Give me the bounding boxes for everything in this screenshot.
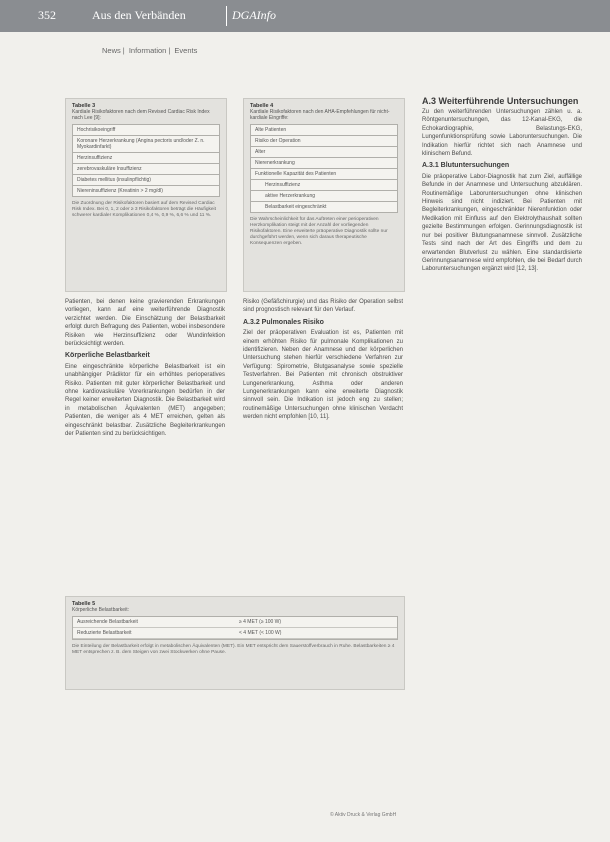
body-paragraph: Ziel der präoperativen Evaluation ist es, Patienten mit einem erhöhten Risiko für pulmonale Komplikationen zu identifizieren. Neben der Anamnese und der körperlichen Untersuchung stehen hierfür verschiedene Verfahren zur Verfügung: Spirometrie, Blutgasanalyse sowie spezielle Testverfahren. Bei Patienten mit chronisch obstruktiver Lungenerkrankung, Asthma oder anderen Lungenerkrankungen kann eine erweiterte Diagnostik sinnvoll sein. Die Indikation ist jedoch eng zu stellen; routinemäßige Untersuchungen ohne klinischen Verdacht werden nicht empfohlen [10, 11].	[243, 330, 403, 421]
table-row: Diabetes mellitus (insulinpflichtig)	[72, 175, 220, 186]
column-3	[422, 96, 582, 791]
table-5-title: Körperliche Belastbarkeit:	[72, 607, 129, 613]
body-paragraph: Zu den weiterführenden Untersuchungen zählen u. a. Röntgenuntersuchungen, das 12-Kanal-EKG, die Echokardiographie, Belastungs-EKG, Lungenfunktionsprüfung sowie Laboruntersuchungen. Die Indikation hierfür richtet sich nach Anamnese und klinischem Befund.	[422, 109, 582, 158]
table-row: Nierenerkrankung	[250, 158, 398, 169]
table-row: aktive Herzerkrankung	[250, 191, 398, 202]
table-row: zerebrovaskuläre Insuffizienz	[72, 164, 220, 175]
section-heading: A.3.1 Blutuntersuchungen	[422, 162, 510, 170]
table-4-note: Die Wahrscheinlichkeit für das Auftreten einer perioperativen Herzkomplikation steigt mit der Anzahl der vorliegenden Risikofaktoren. Eine erweiterte präoperative Diagnostik sollte nur durchgeführt werden, wenn sich daraus therapeutische Konsequenzen ergeben.	[250, 217, 388, 246]
table-cell: ≥ 4 MET (≥ 100 W)	[235, 617, 397, 628]
table-4-caption-block	[250, 103, 398, 121]
table-row: Herzinsuffizienz	[72, 153, 220, 164]
subnav-events[interactable]: Events	[174, 46, 198, 55]
section-heading: Körperliche Belastbarkeit	[65, 352, 150, 360]
table-3-caption: Tabelle 3	[72, 103, 96, 109]
table-4	[243, 98, 405, 292]
table-cell: Reduzierte Belastbarkeit	[73, 628, 235, 639]
table-cell: Ausreichende Belastbarkeit	[73, 617, 235, 628]
column-1	[65, 298, 225, 588]
body-paragraph: Eine eingeschränkte körperliche Belastbarkeit ist ein unabhängiger Prädiktor für ein erhöhtes perioperatives Risiko. Patienten mit guter körperlicher Belastbarkeit und ohne kardiovaskuläre Vorerkrankungen bedürfen in der Regel keiner erweiterten Diagnostik. Die Belastbarkeit wird in metabolischen Äquivalenten (MET) angegeben; Patienten, die weniger als 4 MET erreichen, gelten als eingeschränkt belastbar. Zusätzliche Begleiterkrankungen der Patienten sind zu berücksichtigen.	[65, 363, 225, 438]
section-heading: A.3.2 Pulmonales Risiko	[243, 318, 324, 326]
subnav-news[interactable]: News	[102, 46, 121, 55]
table-3-note: Die Zuordnung der Risikofaktoren basiert auf dem Revised Cardiac Risk Index. Bei 0, 1, 2 oder ≥ 3 Risikofaktoren beträgt die Häufigkeit schwerer kardialer Komplikationen 0,4 %, 0,9 %, 6,6 % und 11 %.	[72, 201, 216, 218]
subnav-information[interactable]: Information	[128, 46, 167, 55]
column-2	[243, 298, 403, 588]
table-row: Funktionelle Kapazität des Patienten	[250, 169, 398, 180]
table-row: Risiko der Operation	[250, 136, 398, 147]
body-paragraph: Die präoperative Labor-Diagnostik hat zum Ziel, auffällige Befunde in der Anamnese und Untersuchung abzuklären. Routinemäßige Laboruntersuchungen ohne klinischen Hinweis sind nicht indiziert. Bei Patienten mit Begleiterkrankungen, eingeschränkter Nierenfunktion oder Medikation mit Einfluss auf den Elektrolythaushalt sollten gezielte Bestimmungen erfolgen. Gerinnungsdiagnostik ist nur bei positiver Blutungsanamnese sinnvoll. Zusätzliche Tests sind nach der Art des Eingriffs und dem zu erwartenden Blutverlust zu wählen. Eine standardisierte Gerinnungsanamnese wird empfohlen, die bei Bedarf durch Laboruntersuchungen ergänzt wird [12, 13].	[422, 173, 582, 273]
table-5-caption-block	[72, 601, 398, 613]
body-paragraph: Patienten, bei denen keine gravierenden Erkrankungen vorliegen, kann auf eine weiterführende Diagnostik verzichtet werden. Die Einschätzung der Belastbarkeit erfolgt durch Befragung des Patienten, wobei insbesondere Risiken wie Herzinsuffizienz oder Wundinfektion berücksichtigt werden.	[65, 299, 225, 348]
table-5-note: Die Einteilung der Belastbarkeit erfolgt in metabolischen Äquivalenten (MET). Ein MET entspricht dem Sauerstoffverbrauch in Ruhe. Belastbarkeiten ≥ 4 MET entsprechen z. B. dem Steigen von zwei Stockwerken ohne Pause.	[72, 644, 395, 655]
table-row: Herzinsuffizienz	[250, 180, 398, 191]
header-bar	[0, 0, 610, 32]
table-row: Niereninsuffizienz (Kreatinin > 2 mg/dl)	[72, 186, 220, 197]
table-4-title: Kardiale Risikofaktoren nach den AHA-Empfehlungen für nicht-kardiale Eingriffe:	[250, 109, 390, 121]
table-3-title: Kardiale Risikofaktoren nach dem Revised Cardiac Risk Index nach Lee [9]:	[72, 109, 210, 121]
page-number: 352	[38, 8, 56, 22]
table-3	[65, 98, 227, 292]
subnav: News | Information | Events	[102, 46, 198, 55]
table-row: Koronare Herzerkrankung (Angina pectoris und/oder Z. n. Myokardinfarkt)	[72, 136, 220, 153]
table-5-caption: Tabelle 5	[72, 601, 96, 607]
table-row: Alter	[250, 147, 398, 158]
body-paragraph: Risiko (Gefäßchirurgie) und das Risiko der Operation selbst sind prognostisch relevant für den Verlauf.	[243, 299, 403, 314]
section-title: Aus den Verbänden	[92, 8, 186, 22]
table-cell: < 4 MET (< 100 W)	[235, 628, 397, 639]
section-heading-main: A.3 Weiterführende Untersuchungen	[422, 96, 579, 106]
table-row: Alte Patienten	[250, 124, 398, 136]
table-3-caption-block	[72, 103, 220, 121]
table-row: Belastbarkeit eingeschränkt	[250, 202, 398, 213]
table-5	[65, 596, 405, 690]
footer-copyright: © Aktiv Druck & Verlag GmbH	[330, 812, 397, 818]
brand-name: DGAInfo	[232, 8, 276, 22]
table-5-grid	[72, 616, 398, 640]
table-row: Hochrisikoeingriff	[72, 124, 220, 136]
header-divider	[226, 6, 227, 26]
table-4-caption: Tabelle 4	[250, 103, 274, 109]
